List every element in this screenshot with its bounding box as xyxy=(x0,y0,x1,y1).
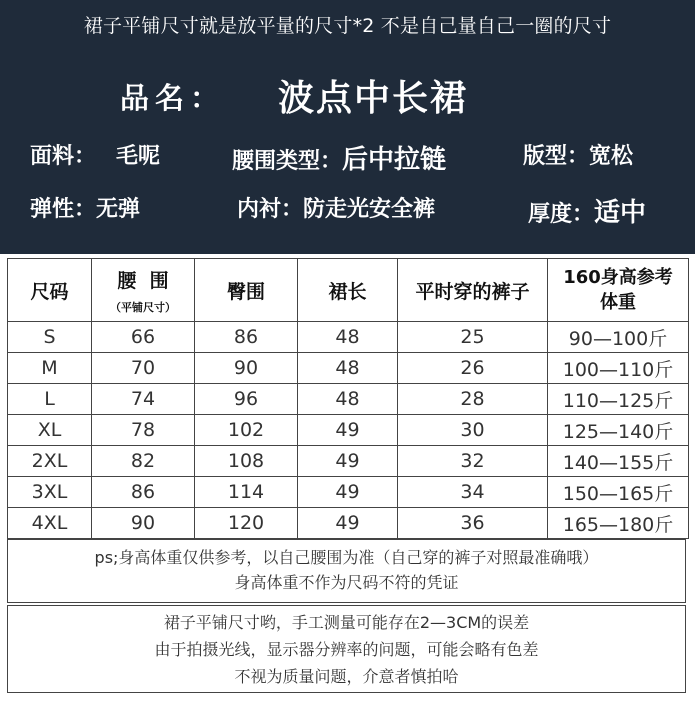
note-line: 裙子平铺尺寸哟，手工测量可能存在2—3CM的误差 xyxy=(163,613,530,632)
header-weight-line2: 体重 xyxy=(600,292,636,313)
cell-pants: 28 xyxy=(398,384,548,415)
cell-length: 49 xyxy=(298,415,398,446)
cell-weight: 110—125斤 xyxy=(548,384,689,415)
cell-pants: 30 xyxy=(398,415,548,446)
waist-type-value: 后中拉链 xyxy=(342,145,447,175)
fabric-value: 毛呢 xyxy=(116,144,161,169)
cell-pants: 36 xyxy=(398,508,548,539)
cell-pants: 34 xyxy=(398,477,548,508)
thickness-label: 厚度： xyxy=(528,202,595,227)
product-name-row xyxy=(0,70,695,120)
fabric-label: 面料： xyxy=(30,144,97,169)
cell-waist: 74 xyxy=(92,384,195,415)
measurement-notice: 裙子平铺尺寸就是放平量的尺寸*2 不是自己量自己一圈的尺寸 xyxy=(83,15,612,37)
table-row xyxy=(8,446,689,477)
note-line: 身高体重不作为尺码不符的凭证 xyxy=(234,573,459,592)
measurement-disclaimer-box xyxy=(7,605,686,693)
header-waist-sub: （平铺尺寸） xyxy=(110,300,176,314)
cell-size: L xyxy=(8,384,92,415)
cell-weight: 125—140斤 xyxy=(548,415,689,446)
cell-hip: 120 xyxy=(195,508,298,539)
header-length-text: 裙长 xyxy=(328,280,367,303)
fit-attr xyxy=(523,139,633,170)
note-line: 不视为质量问题，介意者慎拍哈 xyxy=(234,667,459,686)
cell-length: 48 xyxy=(298,384,398,415)
cell-hip: 102 xyxy=(195,415,298,446)
fit-value: 宽松 xyxy=(589,144,634,169)
header-hip-text: 臀围 xyxy=(226,280,265,303)
header-pants-text: 平时穿的裤子 xyxy=(415,280,530,303)
lining-label: 内衬： xyxy=(237,197,304,222)
waist-type-label: 腰围类型： xyxy=(232,149,343,174)
cell-waist: 86 xyxy=(92,477,195,508)
cell-waist: 66 xyxy=(92,322,195,353)
header-waist xyxy=(92,259,195,322)
cell-hip: 90 xyxy=(195,353,298,384)
cell-waist: 78 xyxy=(92,415,195,446)
header-size xyxy=(8,259,92,322)
fit-label: 版型： xyxy=(523,144,590,169)
header-size-text: 尺码 xyxy=(30,280,69,303)
lining-attr xyxy=(237,192,435,223)
cell-size: XL xyxy=(8,415,92,446)
cell-pants: 25 xyxy=(398,322,548,353)
cell-size: M xyxy=(8,353,92,384)
cell-weight: 140—155斤 xyxy=(548,446,689,477)
cell-hip: 86 xyxy=(195,322,298,353)
table-row xyxy=(8,384,689,415)
header-waist-text: 腰 围 xyxy=(117,269,169,292)
attribute-row-1 xyxy=(0,139,695,179)
table-row xyxy=(8,415,689,446)
product-name-label: 品名： xyxy=(120,81,226,115)
note-line: 由于拍摄光线，显示器分辨率的问题，可能会略有色差 xyxy=(154,640,539,659)
cell-size: 3XL xyxy=(8,477,92,508)
cell-length: 48 xyxy=(298,322,398,353)
cell-size: 2XL xyxy=(8,446,92,477)
cell-weight: 100—110斤 xyxy=(548,353,689,384)
product-name-value: 波点中长裙 xyxy=(278,78,469,119)
cell-length: 49 xyxy=(298,446,398,477)
elastic-attr xyxy=(30,192,140,223)
cell-waist: 70 xyxy=(92,353,195,384)
elastic-label: 弹性： xyxy=(30,197,97,222)
cell-waist: 90 xyxy=(92,508,195,539)
product-info-header xyxy=(0,0,695,254)
cell-hip: 96 xyxy=(195,384,298,415)
table-row xyxy=(8,322,689,353)
attribute-row-2 xyxy=(0,192,695,232)
reference-note-box xyxy=(7,539,686,603)
cell-length: 49 xyxy=(298,477,398,508)
cell-weight: 90—100斤 xyxy=(548,322,689,353)
note-line: ps;身高体重仅供参考，以自己腰围为准（自己穿的裤子对照最准确哦） xyxy=(94,548,599,567)
cell-hip: 114 xyxy=(195,477,298,508)
cell-size: S xyxy=(8,322,92,353)
waist-type-attr xyxy=(232,139,446,176)
table-row xyxy=(8,353,689,384)
thickness-attr xyxy=(528,192,646,229)
size-table xyxy=(7,258,689,539)
cell-waist: 82 xyxy=(92,446,195,477)
header-length xyxy=(298,259,398,322)
header-weight-line1: 160身高参考 xyxy=(563,267,673,288)
cell-hip: 108 xyxy=(195,446,298,477)
cell-length: 49 xyxy=(298,508,398,539)
cell-pants: 32 xyxy=(398,446,548,477)
cell-pants: 26 xyxy=(398,353,548,384)
cell-weight: 150—165斤 xyxy=(548,477,689,508)
header-hip xyxy=(195,259,298,322)
table-header-row xyxy=(8,259,689,322)
cell-length: 48 xyxy=(298,353,398,384)
table-row xyxy=(8,508,689,539)
elastic-value: 无弹 xyxy=(96,197,141,222)
thickness-value: 适中 xyxy=(594,198,647,228)
cell-size: 4XL xyxy=(8,508,92,539)
cell-weight: 165—180斤 xyxy=(548,508,689,539)
header-weight xyxy=(548,259,689,322)
fabric-attr xyxy=(30,139,160,170)
lining-value: 防走光安全裤 xyxy=(303,197,436,222)
header-pants xyxy=(398,259,548,322)
table-row xyxy=(8,477,689,508)
